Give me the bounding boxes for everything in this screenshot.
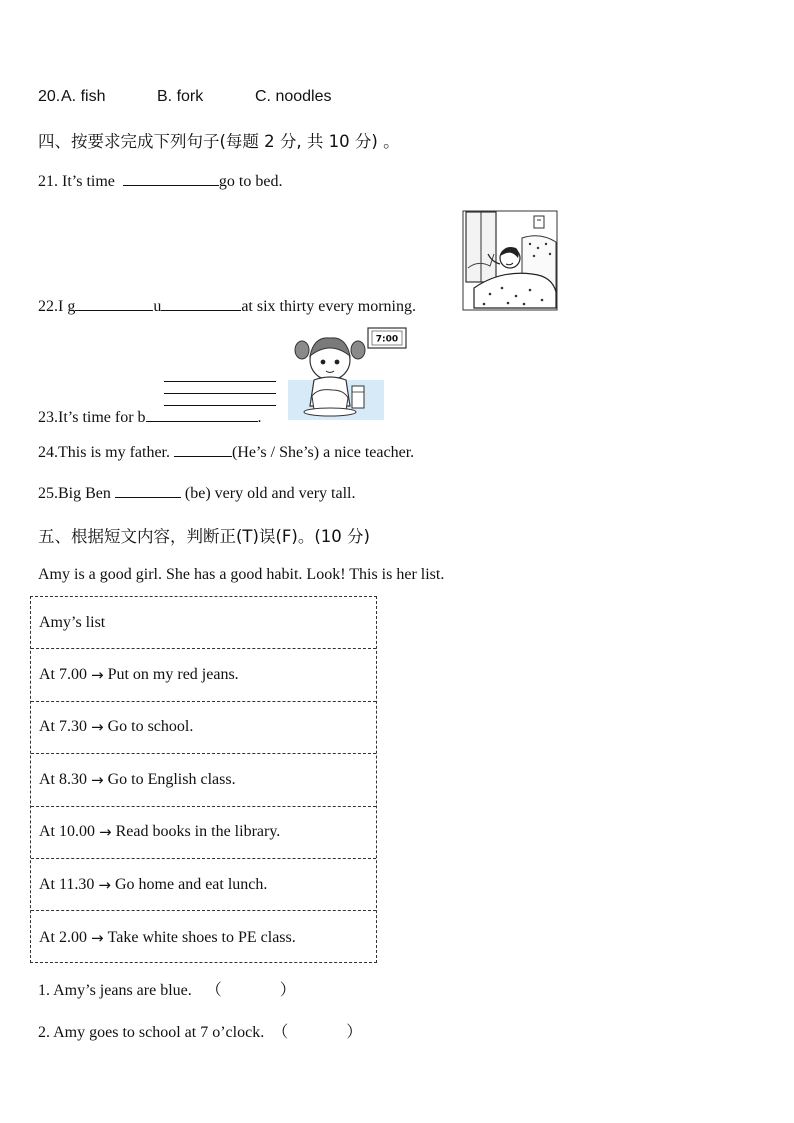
question-20 <box>38 88 358 110</box>
arrow-right-icon: → <box>91 928 104 947</box>
list-item-time: At 7.00 <box>39 666 87 684</box>
arrow-right-icon: → <box>98 875 111 894</box>
list-item-time: At 11.30 <box>39 875 95 893</box>
answer-blank[interactable] <box>161 296 241 311</box>
writing-line <box>164 393 276 394</box>
question-21-tail: go to bed. <box>218 173 283 190</box>
list-title: Amy’s list <box>39 613 106 631</box>
question-23 <box>38 407 262 427</box>
section-5-heading: 五、根据短文内容，判断正(T)误(F)。(10 分) <box>38 527 370 546</box>
list-item <box>31 859 376 911</box>
writing-line <box>164 381 276 382</box>
arrow-right-icon: → <box>91 770 104 789</box>
answer-blank[interactable] <box>174 442 232 457</box>
answer-blank[interactable] <box>115 483 181 498</box>
answer-blank[interactable] <box>146 407 258 422</box>
tf-statement-text: 2. Amy goes to school at 7 o’clock. <box>38 1024 265 1041</box>
question-24 <box>38 442 414 462</box>
answer-paren-open: （ <box>272 1022 289 1041</box>
amy-list-table <box>30 596 377 963</box>
list-item <box>31 911 376 963</box>
clock-time: 7:00 <box>375 334 399 345</box>
arrow-right-icon: → <box>91 666 104 685</box>
girl-breakfast-illustration <box>288 326 408 422</box>
question-number: 20. <box>38 88 61 105</box>
question-24-tail: (He’s / She’s) a nice teacher. <box>231 444 415 461</box>
answer-paren-close: ） <box>346 1022 363 1041</box>
list-item-task: Go to school. <box>107 718 194 736</box>
question-21-text: 21. It’s time <box>38 173 115 190</box>
writing-line <box>164 405 276 406</box>
option-b: B. fork <box>157 88 204 105</box>
list-item-task: Go home and eat lunch. <box>114 875 268 893</box>
list-item-task: Put on my red jeans. <box>107 666 239 684</box>
tf-statement-text: 1. Amy’s jeans are blue. <box>38 982 192 999</box>
list-item <box>31 754 376 806</box>
tf-statement-2 <box>38 1019 362 1042</box>
list-item <box>31 807 376 859</box>
list-item-task: Go to English class. <box>107 770 236 788</box>
answer-paren-close: ） <box>279 980 296 999</box>
question-23-text: 23.It’s time for b <box>38 409 146 426</box>
question-25-text: 25.Big Ben <box>38 485 111 502</box>
list-item-time: At 8.30 <box>39 770 87 788</box>
question-21 <box>38 171 282 191</box>
tf-statement-1 <box>38 977 296 1000</box>
section-4-heading: 四、按要求完成下列句子(每题 2 分, 共 10 分) 。 <box>38 132 400 151</box>
answer-paren-open: （ <box>205 980 222 999</box>
passage-intro: Amy is a good girl. She has a good habit. Look! This is her list. <box>38 566 445 583</box>
option-c: C. noodles <box>255 88 332 105</box>
boy-in-bed-illustration <box>460 208 560 313</box>
question-22-tail: at six thirty every morning. <box>241 298 416 315</box>
answer-blank[interactable] <box>123 171 219 186</box>
arrow-right-icon: → <box>91 718 104 737</box>
list-item-time: At 7.30 <box>39 718 87 736</box>
question-25-tail: (be) very old and very tall. <box>184 485 356 502</box>
answer-blank[interactable] <box>75 296 153 311</box>
list-title-row <box>31 597 376 649</box>
option-a: A. fish <box>61 88 106 105</box>
list-item-task: Take white shoes to PE class. <box>107 928 296 946</box>
question-24-text: 24.This is my father. <box>38 444 170 461</box>
arrow-right-icon: → <box>99 823 112 842</box>
list-item <box>31 702 376 754</box>
question-23-tail: . <box>257 409 262 426</box>
question-25 <box>38 483 356 503</box>
list-item-task: Read books in the library. <box>115 823 281 841</box>
question-22-mid: u <box>153 298 162 315</box>
question-22 <box>38 296 416 316</box>
list-item-time: At 10.00 <box>39 823 95 841</box>
question-22-text: 22.I g <box>38 298 76 315</box>
list-item-time: At 2.00 <box>39 928 87 946</box>
list-item <box>31 649 376 701</box>
